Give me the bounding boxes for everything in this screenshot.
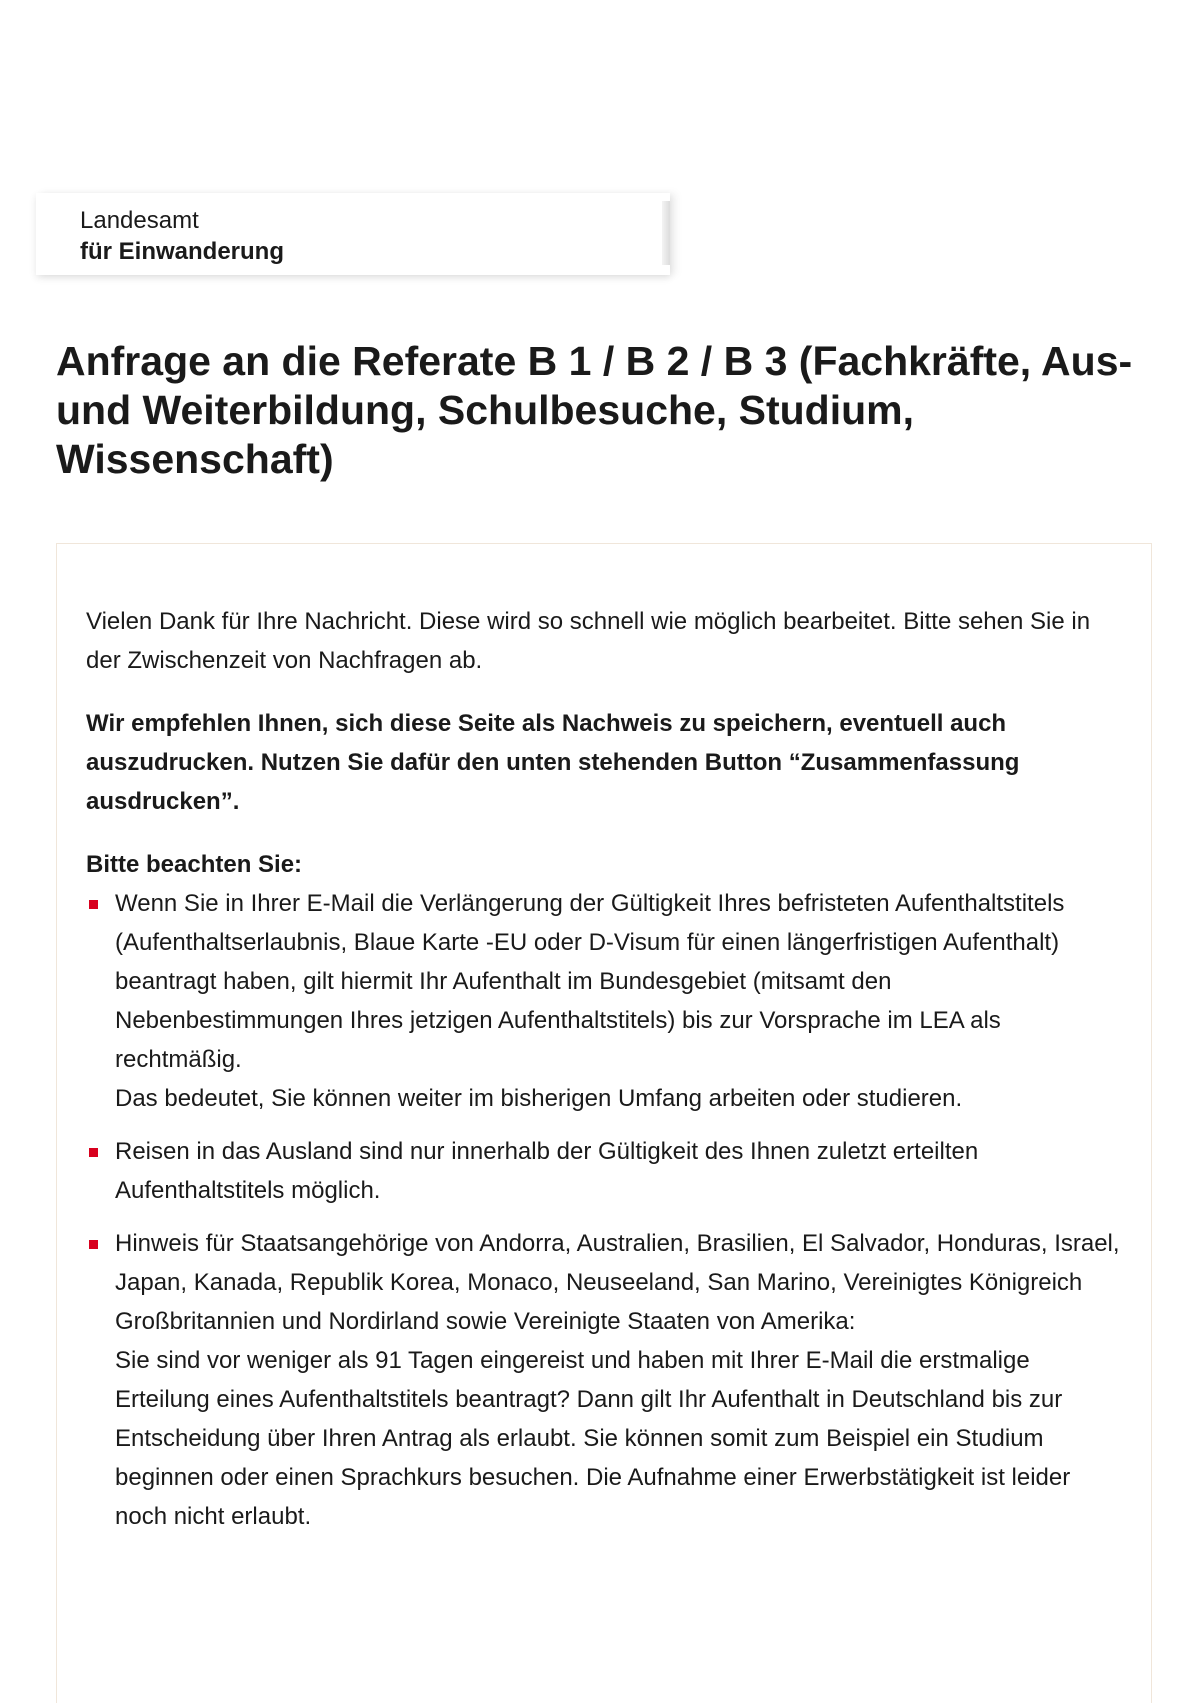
list-item-extra: Sie sind vor weniger als 91 Tagen eingereist und haben mit Ihrer E-Mail die erstmalige Erteilung eines Aufenthaltstitels beantragt? Dann gilt Ihr Aufenthalt in Deutschland bis zur Entscheidung über Ihren Antrag als erlaubt. Sie können somit zum Beispiel ein Studium beginnen oder einen Sprachkurs besuchen. Die Aufnahme einer Erwerbstätigkeit ist leider noch nicht erlaubt. (115, 1347, 1071, 1530)
note-heading: Bitte beachten Sie: (86, 851, 303, 878)
list-item (86, 1224, 1126, 1536)
bullet-square-icon (89, 1148, 98, 1157)
list-item-text: Hinweis für Staatsangehörige von Andorra, Australien, Brasilien, El Salvador, Honduras, Israel, Japan, Kanada, Republik Korea, Monaco, Neuseeland, San Marino, Vereinigtes Königreich Großbritannien und Nordirland sowie Vereinigte Staaten von Amerika: (115, 1230, 1120, 1335)
bullet-square-icon (89, 1240, 98, 1249)
logo-line-2: für Einwanderung (80, 238, 284, 265)
list-item (86, 1132, 1126, 1210)
recommendation-text: Wir empfehlen Ihnen, sich diese Seite als Nachweis zu speichern, eventuell auch auszudrucken. Nutzen Sie dafür den unten stehenden Button “Zusammenfassung ausdrucken”. (86, 710, 1020, 815)
intro-text: Vielen Dank für Ihre Nachricht. Diese wird so schnell wie möglich bearbeitet. Bitte sehen Sie in der Zwischenzeit von Nachfragen ab. (86, 608, 1091, 674)
bullet-square-icon (89, 900, 98, 909)
list-item-text: Reisen in das Ausland sind nur innerhalb der Gültigkeit des Ihnen zuletzt erteilten Aufenthaltstitels möglich. (115, 1138, 979, 1204)
list-item-text: Wenn Sie in Ihrer E-Mail die Verlängerung der Gültigkeit Ihres befristeten Aufenthaltstitels (Aufenthaltserlaubnis, Blaue Karte -EU oder D-Visum für einen längerfristigen Aufenthalt) beantragt haben, gilt hiermit Ihr Aufenthalt im Bundesgebiet (mitsamt den Nebenbestimmungen Ihres jetzigen Aufenthaltstitels) bis zur Vorsprache im LEA als rechtmäßig. (115, 890, 1065, 1073)
site-logo[interactable] (36, 193, 670, 275)
logo-card-edge (662, 201, 670, 265)
confirmation-box (56, 543, 1152, 1703)
page-title: Anfrage an die Referate B 1 / B 2 / B 3 (Fachkräfte, Aus- und Weiterbildung, Schulbesuche, Studium, Wissenschaft) (56, 338, 1133, 482)
list-item (86, 884, 1126, 1118)
list-item-extra: Das bedeutet, Sie können weiter im bisherigen Umfang arbeiten oder studieren. (115, 1085, 963, 1112)
notes-list (86, 884, 1126, 1536)
confirmation-content (86, 602, 1126, 1550)
logo-line-1: Landesamt (80, 207, 199, 234)
